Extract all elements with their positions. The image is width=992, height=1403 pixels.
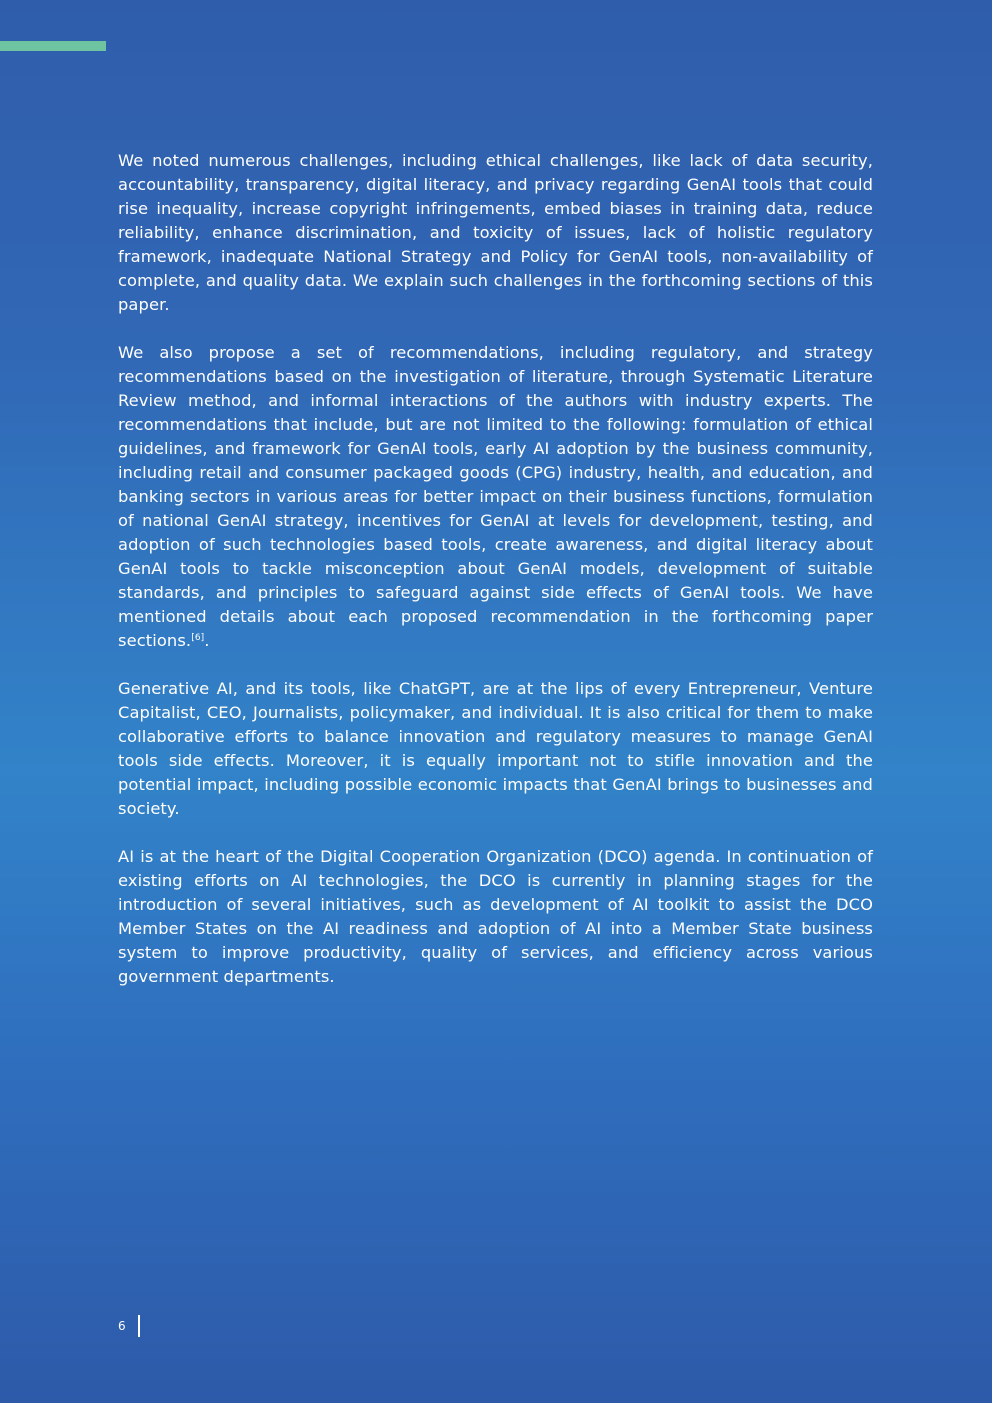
page-divider — [138, 1315, 140, 1337]
paragraph-challenges: We noted numerous challenges, including ethical challenges, like lack of data security, accountability, transparency, digital literacy, and privacy regarding GenAI tools that could rise inequality, increase copyright infringements, embed biases in training data, reduce reliability, enhance discrimination, and toxicity of issues, lack of holistic regulatory framework, inadequate National Strategy and Policy for GenAI tools, non-availability of complete, and quality data. We explain such challenges in the forthcoming sections of this paper. — [118, 151, 873, 314]
paragraph-generative-ai: Generative AI, and its tools, like ChatGPT, are at the lips of every Entrepreneur, Venture Capitalist, CEO, Journalists, policymaker, and individual. It is also critical for them to make collaborative efforts to balance innovation and regulatory measures to manage GenAI tools side effects. Moreover, it is equally important not to stifle innovation and the potential impact, including possible economic impacts that GenAI brings to businesses and society. — [118, 679, 873, 818]
page-footer — [118, 1315, 140, 1337]
citation-reference[interactable]: [6] — [191, 633, 205, 643]
paragraph-recommendations-text: We also propose a set of recommendations, including regulatory, and strategy recommendations based on the investigation of literature, through Systematic Literature Review method, and informal interactions of the authors with industry experts. The recommendations that include, but are not limited to the following: formulation of ethical guidelines, and framework for GenAI tools, early AI adoption by the business community, including retail and consumer packaged goods (CPG) industry, health, and education, and banking sectors in various areas for better impact on their business functions, formulation of national GenAI strategy, incentives for GenAI at levels for development, testing, and adoption of such technologies based tools, create awareness, and digital literacy about GenAI tools to tackle misconception about GenAI models, development of suitable standards, and principles to safeguard against side effects of GenAI tools. We have mentioned details about each proposed recommendation in the forthcoming paper sections. — [118, 343, 873, 650]
document-body — [118, 149, 873, 1013]
page-number: 6 — [118, 1319, 126, 1333]
accent-bar — [0, 41, 106, 51]
paragraph-recommendations-end: . — [204, 631, 210, 650]
paragraph-recommendations — [118, 341, 873, 653]
paragraph-dco-agenda: AI is at the heart of the Digital Cooperation Organization (DCO) agenda. In continuation of existing efforts on AI technologies, the DCO is currently in planning stages for the introduction of several initiatives, such as development of AI toolkit to assist the DCO Member States on the AI readiness and adoption of AI into a Member State business system to improve productivity, quality of services, and efficiency across various government departments. — [118, 847, 873, 986]
